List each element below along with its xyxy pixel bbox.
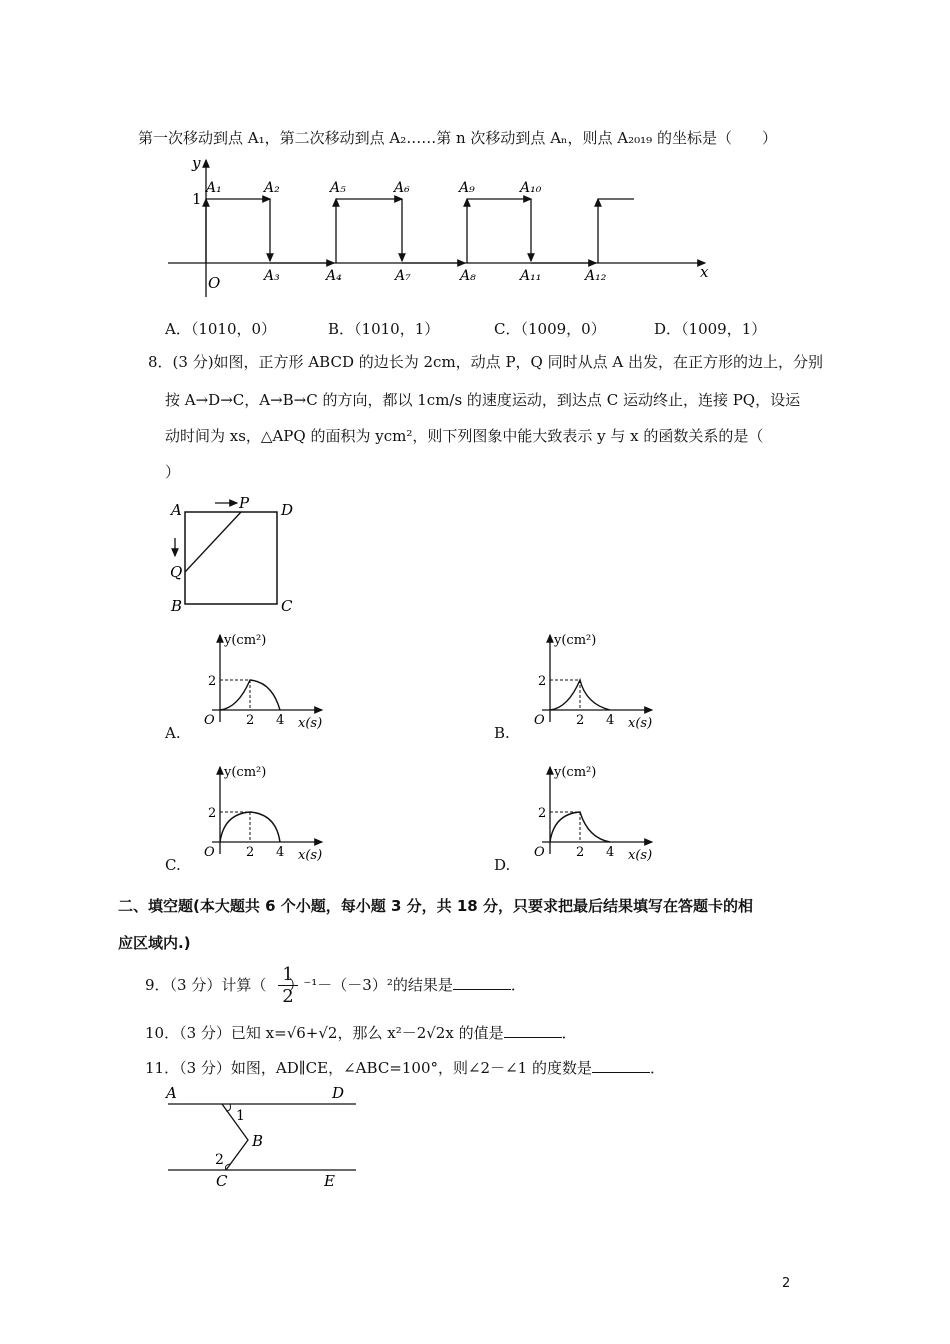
label-a3: A₃ — [264, 268, 280, 284]
q11-figure — [160, 1082, 360, 1192]
q7-graph — [160, 152, 730, 302]
y-label: y(cm²) — [224, 765, 267, 780]
q8-line-1: 8．(3 分)如图，正方形 ABCD 的边长为 2cm，动点 P，Q 同时从点 A 出发，在正方形的边上，分别 — [148, 353, 823, 371]
page-number: 2 — [782, 1276, 791, 1291]
y-axis-label: y — [192, 154, 201, 172]
q9-end: ． — [510, 976, 526, 994]
q11 — [145, 1058, 665, 1078]
label-a: A — [171, 501, 182, 519]
q10-answer-blank[interactable] — [504, 1023, 562, 1038]
graph-option-a-letter[interactable]: A. — [165, 724, 181, 742]
segment-pq — [185, 512, 241, 572]
label-a12: A₁₂ — [585, 268, 607, 284]
q8-line-3: 动时间为 xs，△APQ 的面积为 ycm²，则下列图象中能大致表示 y 与 x 的函数关系的是（ — [165, 427, 764, 445]
y-label: y(cm²) — [224, 633, 267, 648]
q9-fraction — [278, 965, 298, 1008]
graph-option-d-letter[interactable]: D. — [494, 856, 511, 874]
q10 — [145, 1023, 577, 1043]
q8-line-4: ） — [165, 463, 181, 481]
origin: O — [534, 845, 545, 860]
q7-option-c[interactable]: C．（1009，0） — [494, 320, 606, 338]
label-a2: A₂ — [264, 180, 280, 196]
q9-post: ）⁻¹－（－3）²的结果是 — [288, 976, 453, 994]
q8-square-figure — [165, 494, 305, 618]
graph-option-d[interactable] — [520, 762, 670, 867]
tick-x-4: 4 — [276, 713, 285, 728]
graph-option-a[interactable] — [190, 630, 340, 735]
q9 — [145, 975, 526, 995]
x-label: x(s) — [628, 716, 653, 731]
tick-y-2: 2 — [208, 806, 217, 821]
label-a: A — [166, 1084, 177, 1102]
x-axis-label: x — [700, 263, 709, 281]
graph-option-b[interactable] — [520, 630, 670, 735]
tick-x-4: 4 — [606, 845, 615, 860]
tick-x-2: 2 — [576, 713, 585, 728]
q7-options — [0, 318, 950, 338]
x-label: x(s) — [298, 716, 323, 731]
q7-option-a[interactable]: A．（1010，0） — [165, 320, 277, 338]
label-b: B — [252, 1132, 264, 1150]
q7-option-b[interactable]: B．（1010，1） — [328, 320, 440, 338]
angle-1-label: 1 — [236, 1108, 245, 1124]
q8-line-2: 按 A→D→C，A→B→C 的方向，都以 1cm/s 的速度运动，到达点 C 运动终止，连接 PQ，设运 — [165, 391, 801, 409]
q10-end: ． — [561, 1024, 577, 1042]
q7-path — [206, 199, 634, 263]
tick-y-2: 2 — [538, 674, 547, 689]
tick-x-2: 2 — [576, 845, 585, 860]
label-d: D — [281, 501, 294, 519]
tick-y-2: 2 — [538, 806, 547, 821]
label-a11: A₁₁ — [520, 268, 542, 284]
q11-answer-blank[interactable] — [592, 1058, 650, 1073]
section-2-heading-cont: 应区域内.) — [118, 934, 191, 952]
label-e: E — [324, 1172, 335, 1190]
origin: O — [204, 713, 215, 728]
label-b: B — [171, 597, 183, 615]
tick-y-2: 2 — [208, 674, 217, 689]
q9-denominator: 2 — [282, 986, 294, 1007]
x-label: x(s) — [628, 848, 653, 863]
label-a9: A₉ — [459, 180, 475, 196]
label-a1: A₁ — [206, 180, 222, 196]
q9-answer-blank[interactable] — [453, 975, 511, 990]
q11-end: ． — [649, 1059, 665, 1077]
angle-2-label: 2 — [215, 1152, 224, 1168]
q11-text: 11．（3 分）如图，AD∥CE，∠ABC=100°，则∠2－∠1 的度数是 — [145, 1059, 592, 1077]
label-a6: A₆ — [394, 180, 410, 196]
y-label: y(cm²) — [554, 633, 597, 648]
section-2-heading: 二、填空题(本大题共 6 个小题，每小题 3 分，共 18 分，只要求把最后结果填写在答题卡的相 — [118, 897, 753, 915]
tick-x-2: 2 — [246, 713, 255, 728]
label-a7: A₇ — [395, 268, 411, 284]
label-c: C — [216, 1172, 228, 1190]
label-d: D — [332, 1084, 345, 1102]
tick-x-4: 4 — [276, 845, 285, 860]
tick-one: 1 — [192, 190, 202, 208]
q9-numerator: 1 — [278, 965, 298, 986]
graph-option-c[interactable] — [190, 762, 340, 867]
q7-option-d[interactable]: D．（1009，1） — [654, 320, 767, 338]
label-a4: A₄ — [326, 268, 342, 284]
label-p: P — [239, 494, 250, 512]
graph-option-c-letter[interactable]: C. — [165, 856, 181, 874]
q9-pre: 9．（3 分）计算（ — [145, 976, 267, 994]
tick-x-4: 4 — [606, 713, 615, 728]
q10-text: 10．（3 分）已知 x=√6+√2，那么 x²－2√2x 的值是 — [145, 1024, 504, 1042]
label-c: C — [281, 597, 293, 615]
label-a8: A₈ — [460, 268, 476, 284]
origin: O — [534, 713, 545, 728]
y-label: y(cm²) — [554, 765, 597, 780]
label-a5: A₅ — [330, 180, 346, 196]
graph-option-b-letter[interactable]: B. — [494, 724, 510, 742]
label-q: Q — [170, 563, 183, 581]
origin-label: O — [208, 274, 221, 292]
label-a10: A₁₀ — [520, 180, 542, 196]
x-label: x(s) — [298, 848, 323, 863]
tick-x-2: 2 — [246, 845, 255, 860]
origin: O — [204, 845, 215, 860]
q7-stem: 第一次移动到点 A₁，第二次移动到点 A₂……第 n 次移动到点 Aₙ，则点 A₂₀₁₉ 的坐标是（ ） — [138, 129, 777, 147]
